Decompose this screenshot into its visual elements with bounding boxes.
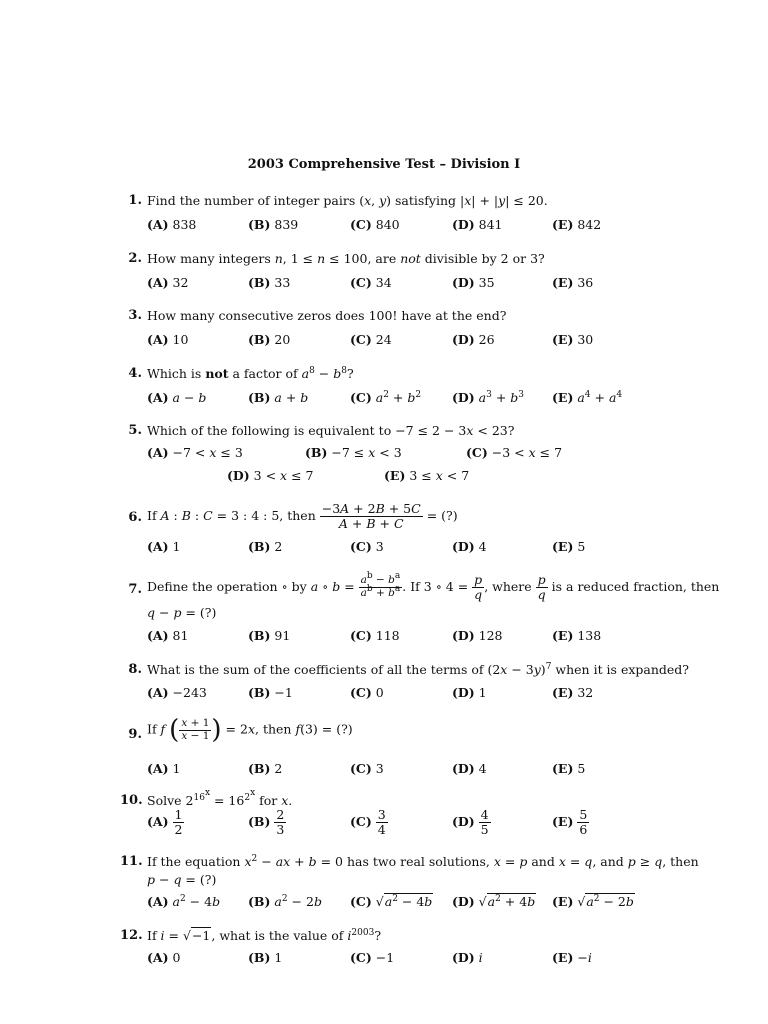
problem-stem-continued: q − p = (?)	[147, 605, 217, 620]
choice-d: (D) $√a^2 + 4b$	[452, 894, 536, 909]
choice-a: (A) 32	[147, 275, 189, 290]
choice-c: (C) $\frac{3}{4}$	[350, 807, 386, 837]
choice-e: (E) $a^4 + a^4$	[552, 390, 623, 405]
choice-b: (B) $a^2 - 2b$	[248, 894, 322, 909]
choice-c: (C) $√a^2 - 4b$	[350, 894, 433, 909]
choice-e: (E) 30	[552, 332, 594, 347]
choice-e: (E) −i	[552, 950, 592, 965]
problem-number: 2.	[128, 251, 142, 266]
problem-stem: Which of the following is equivalent to −7 ≤ 2 − 3x < 23?	[147, 423, 515, 438]
choice-b: (B) 33	[248, 275, 291, 290]
choice-c: (C) 3	[350, 761, 384, 776]
choice-c: (C) −3 < x ≤ 7	[466, 445, 563, 460]
problem-stem: If i = √−1, what is the value of $i^{2003}$?	[147, 928, 382, 943]
choice-a: (A) −243	[147, 685, 207, 700]
choice-a: (A) a − b	[147, 390, 207, 405]
choice-a: (A) $\frac{1}{2}$	[147, 807, 183, 837]
choice-d: (D) 4	[452, 539, 487, 554]
choice-d: (D) 26	[452, 332, 495, 347]
choice-e: (E) 3 ≤ x < 7	[384, 468, 470, 483]
choice-b: (B) a + b	[248, 390, 309, 405]
fraction: $\frac{p}{q}$	[537, 572, 546, 602]
choice-a: (A) 10	[147, 332, 189, 347]
choice-d: (D) 841	[452, 217, 503, 232]
choice-d: (D) $a^3 + b^3$	[452, 390, 525, 405]
choice-d: (D) 1	[452, 685, 487, 700]
choice-d: (D) i	[452, 950, 483, 965]
choice-c: (C) 24	[350, 332, 392, 347]
problem-number: 10.	[120, 793, 143, 808]
fraction: $\frac{x + 1}{x - 1}$	[181, 717, 210, 742]
problem-stem: Find the number of integer pairs (x, y) satisfying |x| + |y| ≤ 20.	[147, 193, 548, 208]
choice-e: (E) 32	[552, 685, 594, 700]
fraction: $\frac{a^b - b^a}{a^b + b^a}$	[360, 571, 401, 599]
choice-a: (A) 1	[147, 761, 181, 776]
choice-c: (C) 0	[350, 685, 384, 700]
problem-stem: Define the operation ∘ by a ∘ b = $\frac{a^b - b^a}{a^b + b^a}$ . If 3 ∘ 4 = $\frac{p}{q}$ , where $\frac{p}{q}$ is a reduced fraction, then	[147, 571, 720, 602]
choice-a: (A) 838	[147, 217, 197, 232]
problem-number: 12.	[120, 928, 143, 943]
problem-number: 6.	[128, 510, 142, 525]
problem-stem: If the equation $x^2$ − ax + b = 0 has two real solutions, x = p and x = q, and p ≥ q, then	[147, 854, 699, 869]
problem-stem: If A : B : C = 3 : 4 : 5, then $\frac{-3A + 2B + 5C}{A + B + C}$ = (?)	[147, 501, 458, 531]
problem-number: 4.	[128, 366, 142, 381]
choice-b: (B) −7 ≤ x < 3	[305, 445, 402, 460]
choice-d: (D) 3 < x ≤ 7	[227, 468, 314, 483]
choice-e: (E) 36	[552, 275, 594, 290]
problem-stem: How many integers n, 1 ≤ n ≤ 100, are not divisible by 2 or 3?	[147, 251, 545, 266]
problem-number: 1.	[128, 193, 142, 208]
choice-c: (C) 118	[350, 628, 400, 643]
choice-b: (B) $\frac{2}{3}$	[248, 807, 285, 837]
problem-number: 8.	[128, 662, 142, 677]
problem-number: 3.	[128, 308, 142, 323]
fraction: $\frac{-3A + 2B + 5C}{A + B + C}$	[321, 501, 421, 531]
choice-c: (C) 840	[350, 217, 400, 232]
choice-b: (B) 1	[248, 950, 283, 965]
choice-a: (A) 1	[147, 539, 181, 554]
choice-e: (E) $\frac{5}{6}$	[552, 807, 588, 837]
problem-stem: What is the sum of the coefficients of all the terms of $(2x - 3y)^7$ when it is expanded?	[147, 662, 690, 677]
choice-c: (C) −1	[350, 950, 395, 965]
problem-number: 11.	[120, 854, 143, 869]
choice-d: (D) 128	[452, 628, 503, 643]
choice-e: (E) 5	[552, 539, 586, 554]
page-title: 2003 Comprehensive Test – Division I	[247, 157, 521, 172]
problem-stem-continued: p − q = (?)	[147, 872, 217, 887]
choice-b: (B) 2	[248, 539, 283, 554]
choice-d: (D) 4	[452, 761, 487, 776]
problem-stem: Which is not a factor of $a^8 - b^8$?	[147, 366, 354, 381]
choice-e: (E) $√a^2 - 2b$	[552, 894, 634, 909]
choice-d: (D) $\frac{4}{5}$	[452, 807, 489, 837]
choice-a: (A) 0	[147, 950, 181, 965]
choice-e: (E) 5	[552, 761, 586, 776]
choice-b: (B) 91	[248, 628, 291, 643]
choice-a: (A) 81	[147, 628, 189, 643]
choice-a: (A) $a^2 - 4b$	[147, 894, 221, 909]
choice-c: (C) 3	[350, 539, 384, 554]
choice-b: (B) −1	[248, 685, 293, 700]
choice-d: (D) 35	[452, 275, 495, 290]
choice-c: (C) 34	[350, 275, 392, 290]
choice-a: (A) −7 < x ≤ 3	[147, 445, 243, 460]
choice-b: (B) 2	[248, 761, 283, 776]
problem-stem: Solve $2^{16^x} = 16^{2^x}$ for x.	[147, 788, 293, 808]
problem-number: 5.	[128, 423, 142, 438]
problem-number: 7.	[128, 582, 142, 597]
choice-e: (E) 138	[552, 628, 602, 643]
choice-c: (C) $a^2 + b^2$	[350, 390, 422, 405]
choice-b: (B) 20	[248, 332, 291, 347]
choice-e: (E) 842	[552, 217, 602, 232]
choice-b: (B) 839	[248, 217, 299, 232]
problem-number: 9.	[128, 727, 142, 742]
problem-stem: How many consecutive zeros does 100! have at the end?	[147, 308, 507, 323]
fraction: $\frac{p}{q}$	[474, 572, 483, 602]
problem-stem: If f ( $\frac{x + 1}{x - 1}$ ) = 2x, then f(3) = (?)	[147, 715, 353, 746]
